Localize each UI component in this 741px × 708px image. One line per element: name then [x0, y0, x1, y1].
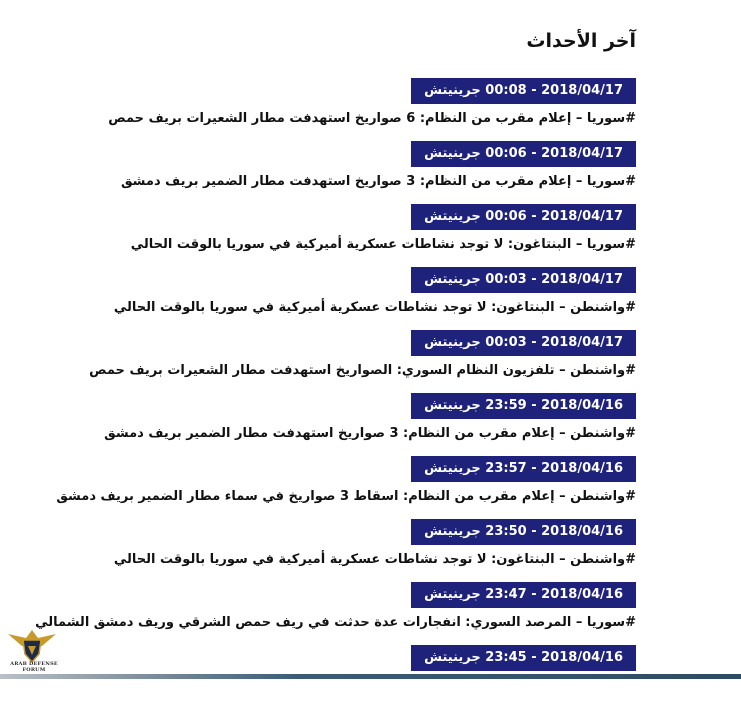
news-item[interactable] [36, 519, 636, 582]
news-item[interactable] [36, 141, 636, 204]
timestamp-badge: 2018/04/17 - 00:03 جرينيتش [411, 330, 636, 356]
news-headline-link[interactable]: #سوريا – البنتاغون: لا توجد نشاطات عسكرية أميركية في سوريا بالوقت الحالي [130, 237, 636, 252]
news-item[interactable] [36, 330, 636, 393]
news-item[interactable] [36, 393, 636, 456]
news-item[interactable] [36, 78, 636, 141]
news-headline-link[interactable]: #واشنطن – البنتاغون: لا توجد نشاطات عسكرية أميركية في سوريا بالوقت الحالي [113, 300, 636, 315]
news-item[interactable] [36, 204, 636, 267]
timestamp-badge: 2018/04/16 - 23:50 جرينيتش [411, 519, 636, 545]
timestamp-badge: 2018/04/16 - 23:57 جرينيتش [411, 456, 636, 482]
timestamp-badge: 2018/04/16 - 23:47 جرينيتش [411, 582, 636, 608]
timestamp-badge: 2018/04/17 - 00:06 جرينيتش [411, 204, 636, 230]
news-headline-link[interactable]: #واشنطن – تلفزيون النظام السوري: الصواريخ استهدفت مطار الشعيرات بريف حمص [89, 363, 636, 378]
news-headline-link[interactable]: #واشنطن – إعلام مقرب من النظام: اسقاط 3 صواريخ في سماء مطار الضمير بريف دمشق [56, 489, 636, 504]
bottom-bar [0, 674, 741, 679]
news-item[interactable] [36, 582, 636, 645]
timestamp-badge: 2018/04/17 - 00:06 جرينيتش [411, 141, 636, 167]
timestamp-badge: 2018/04/17 - 00:08 جرينيتش [411, 78, 636, 104]
news-headline-link[interactable]: #سوريا – المرصد السوري: انفجارات عدة حدثت في ريف حمص الشرقي وريف دمشق الشمالي [35, 615, 636, 630]
news-headline-link[interactable]: #سوريا – إعلام مقرب من النظام: 3 صواريخ استهدفت مطار الضمير بريف دمشق [120, 174, 636, 189]
timestamp-badge: 2018/04/17 - 00:03 جرينيتش [411, 267, 636, 293]
news-item[interactable] [36, 267, 636, 330]
feed-title: آخر الأحداث [526, 30, 636, 52]
timestamp-badge: 2018/04/16 - 23:59 جرينيتش [411, 393, 636, 419]
news-headline-link[interactable]: #واشنطن – البنتاغون: لا توجد نشاطات عسكرية أميركية في سوريا بالوقت الحالي [113, 552, 636, 567]
watermark-org-name: ARAB DEFENSE FORUM [10, 661, 58, 673]
timestamp-badge: 2018/04/16 - 23:45 جرينيتش [411, 645, 636, 671]
news-list [36, 78, 636, 708]
news-headline-link[interactable]: #سوريا – إعلام مقرب من النظام: 6 صواريخ استهدفت مطار الشعيرات بريف حمص [108, 111, 636, 126]
news-item[interactable] [36, 456, 636, 519]
news-headline-link[interactable]: #واشنطن – إعلام مقرب من النظام: 3 صواريخ استهدفت مطار الضمير بريف دمشق [104, 426, 636, 441]
